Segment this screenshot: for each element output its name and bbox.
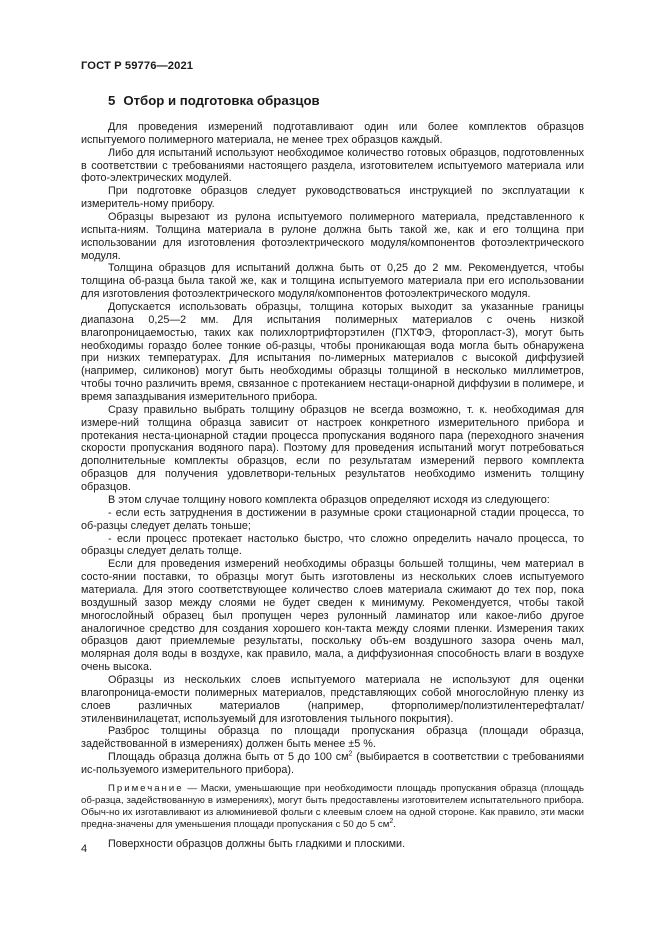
paragraph: Образцы вырезают из рулона испытуемого полимерного материала, представленного к испыта-ниям. Толщина материала в рулоне должна быть такой же, как и его толщина при использовании для изготовления фотоэлектрического модуля/компонентов фотоэлектрического модуля. — [81, 211, 584, 262]
paragraph: Сразу правильно выбрать толщину образцов не всегда возможно, т. к. необходимая для измере-ний толщина образца зависит от настроек конкретного измерительного прибора и протекания неста-ционарной стадии процесса пропускания водяного пара (переходного значения скорости пропускания водяного пара). Поэтому для проведения испытаний могут потребоваться дополнительные комплекты образцов, если по результатам измерений первого комплекта образцов для получения удовлетвори-тельных результатов необходимо изменить толщину образцов. — [81, 403, 584, 494]
note-end: . — [393, 818, 396, 830]
paragraph: Для проведения измерений подготавливают один или более комплектов образцов испытуемого полимерного материала, не менее трех образцов каждый. — [81, 121, 584, 146]
note-text: — Маски, уменьшающие при необходимости площадь пропускания образца (площадь об-разца, задействованную в измерениях), могут быть предоставлены изготовителем испытательного прибора. Обыч-но их изготавливают из алюминиевой фольги с клеевым слоем на одной стороне. Как правило, эти маски предна-значены для уменьшения площади пропускания с 50 до 5 см — [81, 782, 584, 830]
list-item: - если есть затруднения в достижении в разумные сроки стационарной стадии процесса, то об-разцы следует делать тоньше; — [81, 506, 584, 532]
section-number: 5 — [108, 93, 116, 108]
area-text-end: (выбирается в соответствии с требованиями ис-пользуемого измерительного прибора). — [81, 751, 584, 776]
paragraph: Либо для испытаний используют необходимое количество готовых образцов, подготовленных в соответствии с требованиями настоящего раздела, изготовителем испытуемого материала или фото-электрических модулей. — [81, 146, 584, 185]
section-title: Отбор и подготовка образцов — [123, 93, 320, 108]
area-text: Площадь образца должна быть от 5 до 100 см — [108, 751, 349, 764]
paragraph: При подготовке образцов следует руководствоваться инструкцией по эксплуатации к измеритель-ному прибору. — [81, 185, 584, 211]
paragraph: Если для проведения измерений необходимы образцы большей толщины, чем материал в состо-янии поставки, то образцы могут быть изготовлены из нескольких слоев испытуемого материала. Для этого соответствующее количество слоев материала сжимают до тех пор, пока воздушный зазор между слоями не будет сведен к минимуму. Рекомендуется, чтобы такой многослойный образец был пропущен через рулонный ламинатор или какое-либо другое аналогичное средство для создания хорошего кон-такта между слоями пленки. Измерения таких образцов дают приемлемые результаты, поскольку объ-ем воздушного зазора очень мал, молярная доля воды в воздухе, как правило, мала, а диффузионная способность влаги в воздухе очень высока. — [81, 558, 584, 674]
standard-id: ГОСТ Р 59776—2021 — [81, 60, 194, 72]
paragraph: Разброс толщины образца по площади пропускания образца (площади образца, задействованной в измерениях) должен быть менее ±5 %. — [81, 725, 584, 751]
paragraph: Толщина образцов для испытаний должна быть от 0,25 до 2 мм. Рекомендуется, чтобы толщина об-разца была такой же, как и толщина испытуемого материала при его использовании для изготовления фотоэлектрического модуля/компонентов фотоэлектрического модуля. — [81, 262, 584, 301]
section-body — [81, 121, 584, 851]
final-paragraph: Поверхности образцов должны быть гладкими и плоскими. — [108, 838, 406, 851]
paragraph: Допускается использовать образцы, толщина которых выходит за указанные границы диапазона 0,25—2 мм. Для испытания полимерных материалов с очень низкой влагопроницаемостью, таких как полихлортрифторэтилен (ПХТФЭ, фторопласт-3), могут быть необходимы гораздо более тонкие об-разцы, чтобы проникающая вода могла быть обнаружена при низких температурах. Для испытания по-лимерных материалов с высокой диффузией (например, силиконов) могут быть необходимы образцы толщиной в несколько миллиметров, чтобы точно различить время, связанное с протеканием нестаци-онарной диффузии в полимере, и время запаздывания измерительного прибора. — [81, 301, 584, 404]
section-heading — [108, 93, 320, 108]
paragraph: В этом случае толщину нового комплекта образцов определяют исходя из следующего: — [108, 493, 550, 506]
area-superscript: 2 — [348, 750, 353, 758]
list-item: - если процесс протекает настолько быстро, что сложно определить начало процесса, то образцы следует делать толще. — [81, 532, 584, 558]
paragraph: Образцы из нескольких слоев испытуемого материала не используют для оценки влагопроница-емости полимерных материалов, представляющих собой многослойную пленку из слоев различных материалов (например, фторполимер/полиэтилентерефталат/этиленвинилацетат, используемый для изготовления тыльного покрытия). — [81, 673, 584, 725]
note — [81, 783, 584, 831]
note-label: Примечание — [108, 782, 184, 794]
note-superscript: 2 — [389, 817, 394, 825]
area-paragraph — [81, 751, 584, 777]
page-number: 4 — [81, 843, 88, 855]
